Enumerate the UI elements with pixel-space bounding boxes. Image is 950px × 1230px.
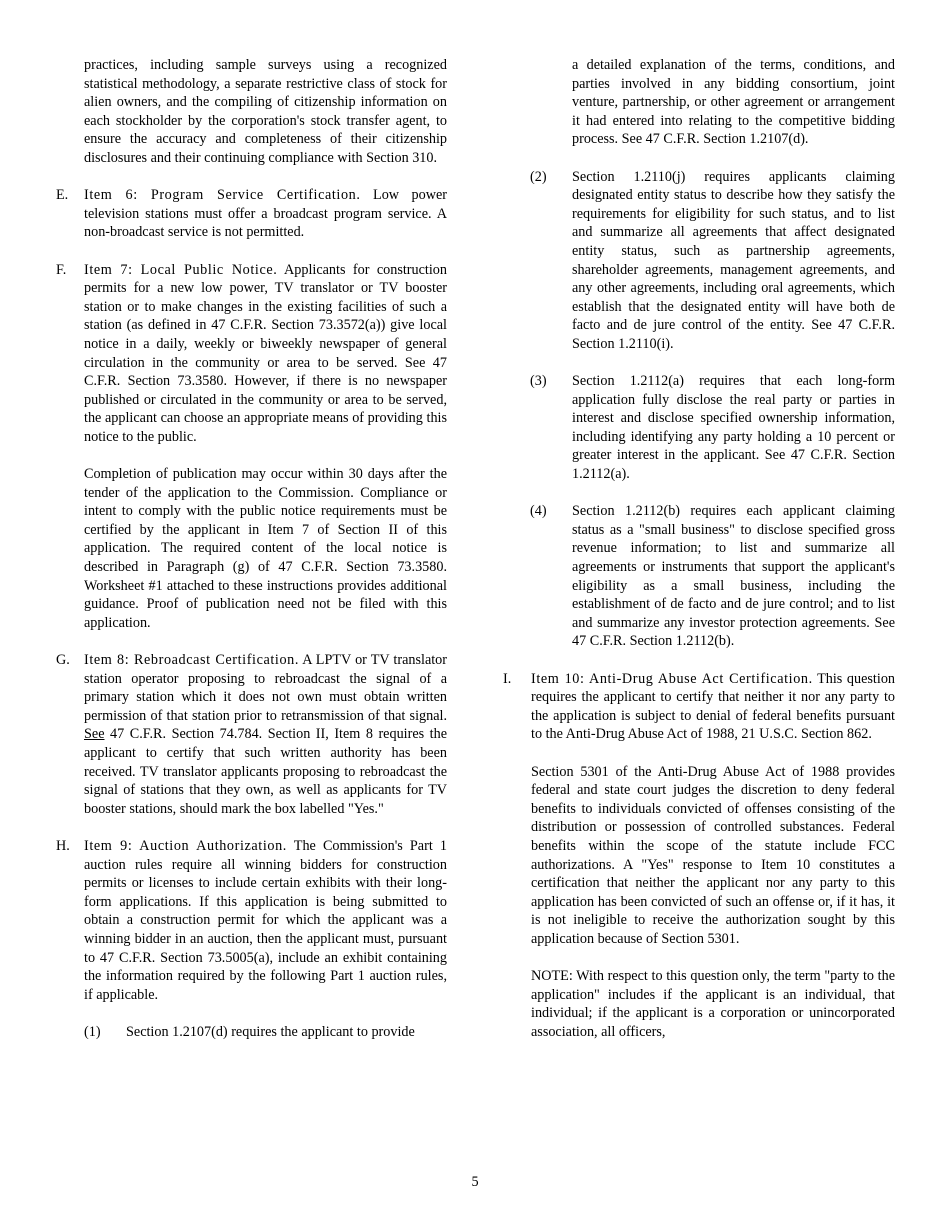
sub-item-2: [503, 168, 895, 354]
item-e-label: E.: [56, 187, 69, 204]
item-g-text-a: A LPTV or TV translator station operator proposing to rebroadcast the signal of a primary station which it does not own must obtain written permission of that station prior to retransmission of that signal.: [84, 652, 447, 724]
item-i-body: [531, 670, 895, 744]
item-g-body: [84, 651, 447, 818]
item-h-body: [84, 837, 447, 1004]
item-g-text-b: 47 C.F.R. Section 74.784. Section II, Item 8 requires the applicant to certify that such written authority has been received. TV translator applicants proposing to rebroadcast the signal of stations that they own, as well as applicants for TV booster stations, should mark the box labelled "Yes.": [84, 726, 447, 817]
sub-item-1-label: (1): [84, 1023, 101, 1040]
item-h: [56, 837, 447, 1004]
sub-item-1-continuation: [503, 56, 895, 149]
sub-item-3: [503, 372, 895, 484]
sub-item-3-label: (3): [530, 373, 547, 390]
sub-item-3-text: Section 1.2112(a) requires that each long-form application fully disclose the real party or parties in interest and disclose specified ownership information, including identifying any party holding a 10 percent or greater interest in the applicant. See 47 C.F.R. Section 1.2112(a).: [572, 373, 895, 483]
item-g-title: Item 8: Rebroadcast Certification.: [84, 652, 299, 668]
right-column: [503, 56, 895, 1060]
item-h-title: Item 9: Auction Authorization.: [84, 837, 287, 854]
sub-item-2-text: Section 1.2110(j) requires applicants claiming designated entity status to describe how they satisfy the requirements for eligibility for such status, and to list and summarize all agreements that affect designated entity status, such as partnership agreements, shareholder agreements, management agreements, and any other agreements, including oral agreements, which establish that the designated entity will have both de facto and de jure control of the entity. See 47 C.F.R. Section 1.2110(i).: [572, 168, 895, 352]
sub-item-1-text: Section 1.2107(d) requires the applicant to provide: [126, 1023, 415, 1040]
page-number: 5: [471, 1174, 479, 1190]
section-d-text: practices, including sample surveys using a recognized statistical methodology, a separate restrictive class of stock for alien owners, and the compiling of citizenship information on each stockholder by the corporation's stock transfer agent, to ensure the accuracy and completeness of their citizenship disclosures and their continuing compliance with Section 310.: [84, 57, 447, 166]
item-f-body: [84, 261, 447, 447]
left-column: [56, 56, 447, 1060]
item-i: [503, 670, 895, 1042]
item-i-note: NOTE: With respect to this question only, the term "party to the application" includes if the applicant is an individual, that individual; if the applicant is a corporation or unincorporated association, all officers,: [531, 968, 895, 1040]
sub-item-4-label: (4): [530, 503, 547, 520]
sub-item-4-text: Section 1.2112(b) requires each applicant claiming status as a "small business" to disclose specified gross revenue information; to list and summarize all agreements or instruments that support the applicant's eligibility as a small business, including the establishment of de facto and de jure control; and to list and summarize any investor protection agreements. See 47 C.F.R. Section 1.2112(b).: [572, 503, 895, 650]
sub-item-1: [56, 1023, 447, 1042]
see-underlined: See: [84, 726, 105, 743]
item-f: [56, 261, 447, 633]
item-e-title: Item 6: Program Service Certification.: [84, 187, 361, 204]
item-e-text: Low power television stations must offer a broadcast program service. A non-broadcast service is not permitted.: [84, 187, 447, 241]
section-d-continuation: [56, 56, 447, 168]
item-i-text: This question requires the applicant to certify that neither it nor any party to the application is subject to denial of federal benefits pursuant to the Anti-Drug Abuse Act of 1988, 21 U.S.C. Section 862.: [531, 670, 896, 743]
sub-item-2-label: (2): [530, 168, 547, 185]
item-i-title: Item 10: Anti-Drug Abuse Act Certification.: [531, 670, 813, 687]
item-e-body: [84, 186, 447, 242]
item-g-label: G.: [56, 652, 70, 668]
item-f-title: Item 7: Local Public Notice.: [84, 261, 278, 278]
item-e: [56, 186, 447, 242]
item-f-text: Applicants for construction permits for a new low power, TV translator or TV booster station or to make changes in the existing facilities of such a station (as defined in 47 C.F.R. Section 73.3572(a)) give local notice in a daily, weekly or biweekly newspaper of general circulation in the community or area to be served. See 47 C.F.R. Section 73.3580. However, if there is no newspaper published or circulated in the community or area to be served, the applicant can choose an appropriate means of providing this notice to the public.: [84, 261, 447, 445]
item-g: [56, 651, 447, 818]
item-i-label: I.: [503, 670, 512, 687]
item-h-label: H.: [56, 837, 70, 854]
sub-item-4: [503, 502, 895, 651]
item-h-text: The Commission's Part 1 auction rules require all winning bidders for construction permits or licenses to include certain exhibits with their long-form applications. If this application is being submitted to obtain a construction permit for which the applicant was a winning bidder in an auction, then the applicant must, pursuant to 47 C.F.R. Section 73.5005(a), include an exhibit containing the information required by the following Part 1 auction rules, if applicable.: [84, 837, 447, 1003]
item-i-paragraph-2: Section 5301 of the Anti-Drug Abuse Act of 1988 provides federal and state court judges the discretion to deny federal benefits to individuals convicted of offenses consisting of the distribution or possession of controlled substances. Federal benefits within the scope of the statute include FCC authorizations. A "Yes" response to Item 10 constitutes a certification that neither the applicant nor any party to this application has been convicted of such an offense or, if it has, it is not ineligible to receive the authorization sought by this application because of Section 5301.: [531, 763, 895, 947]
sub-item-1-continuation-text: a detailed explanation of the terms, conditions, and parties involved in any bidding consortium, joint venture, partnership, or other agreement or arrangement it had entered into relating to the competitive bidding process. See 47 C.F.R. Section 1.2107(d).: [572, 57, 895, 148]
item-f-paragraph-2: Completion of publication may occur within 30 days after the tender of the application to the Commission. Compliance or intent to comply with the public notice requirements must be certified by the applicant in Item 7 of Section II of this application. The required content of the local notice is described in Paragraph (g) of 47 C.F.R. Section 73.3580. Worksheet #1 attached to these instructions provides additional guidance. Proof of publication need not be filed with this application.: [84, 466, 447, 631]
item-f-label: F.: [56, 261, 67, 278]
